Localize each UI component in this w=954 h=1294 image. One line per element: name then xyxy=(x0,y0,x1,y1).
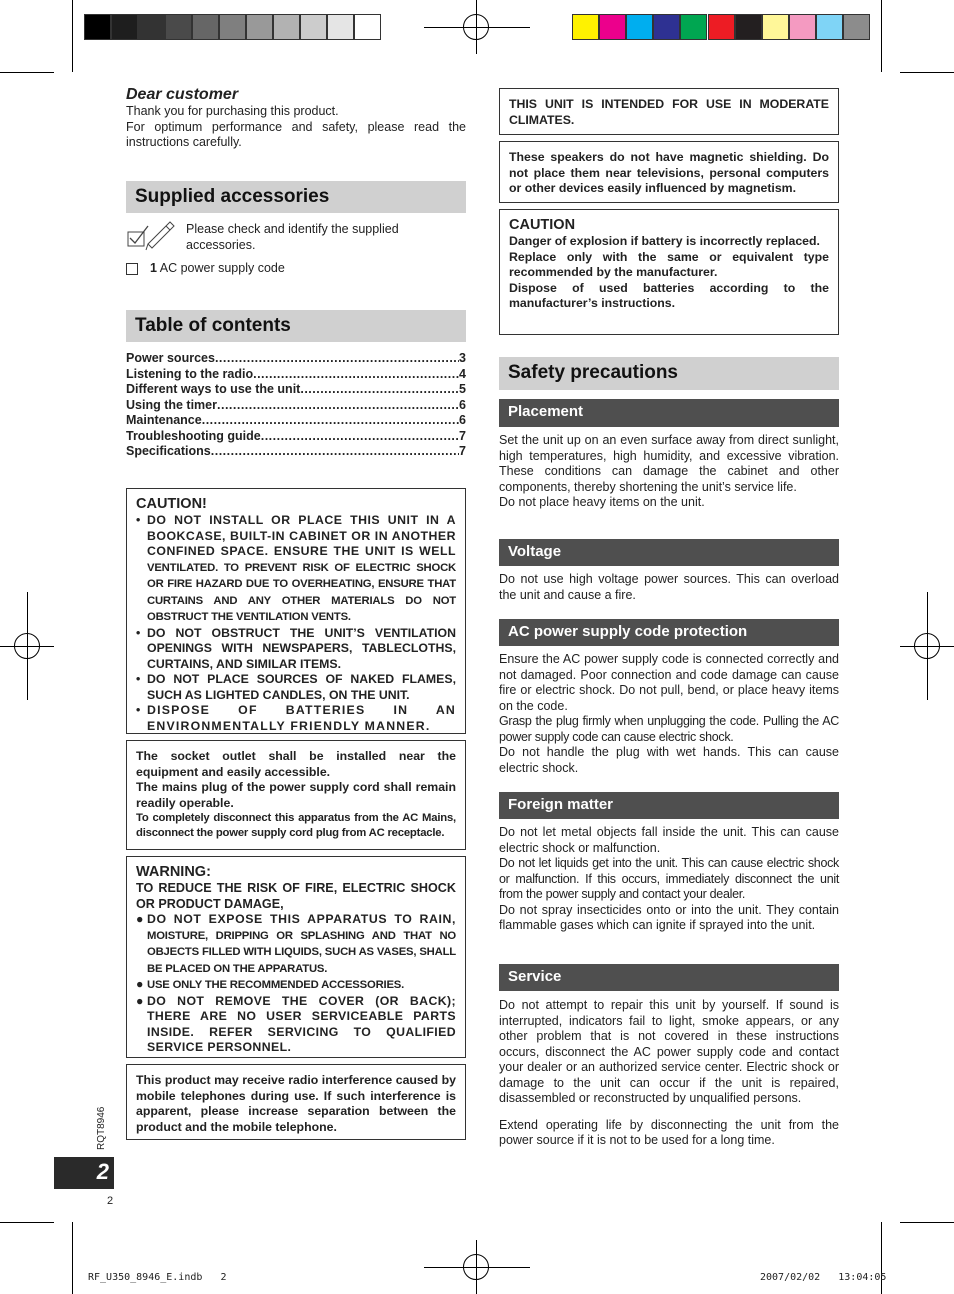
color-swatch xyxy=(762,14,789,40)
color-swatch xyxy=(219,14,246,40)
dear-customer-line-2: For optimum performance and safety, please read the instructions carefully. xyxy=(126,119,466,149)
disconnect-text: To completely disconnect this apparatus from the AC Mains, disconnect the power supply cord plug from AC receptacle. xyxy=(136,812,456,839)
toc-page: 7 xyxy=(459,444,466,458)
foreign-matter-heading: Foreign matter xyxy=(499,792,839,819)
foreign-matter-text: Do not let metal objects fall inside the unit. This can cause electric shock or malfunction. Do not let liquids get into the unit. This can cause electric shock or malfunction. If this occurs, immediately disconnect the unit from the power supply and contact your dealer. Do not spray insecticides onto or into the unit. They contain flammable gases which can ignite if sprayed into the unit. xyxy=(499,825,839,932)
warning-box xyxy=(126,856,466,1058)
toc-page: 4 xyxy=(459,366,466,381)
color-swatch xyxy=(327,14,354,40)
color-swatch xyxy=(816,14,843,40)
color-swatch xyxy=(653,14,680,40)
battery-caution-title: CAUTION xyxy=(509,217,576,233)
toc-entry-maintenance[interactable] xyxy=(126,413,466,429)
caution-bullet-4: • DISPOSE OF BATTERIES IN AN ENVIRONMENTALLY FRIENDLY MANNER. xyxy=(136,703,456,733)
voltage-text: Do not use high voltage power sources. This can overload the unit and cause a fire. xyxy=(499,572,839,602)
color-swatch xyxy=(789,14,816,40)
file-info-left: RF_U350_8946_E.indb 2 xyxy=(88,1272,227,1283)
warning-bullet-2: ● USE ONLY THE RECOMMENDED ACCESSORIES. xyxy=(136,977,405,991)
ac-power-text: Ensure the AC power supply code is connected correctly and not damaged. Poor connection and code damage can cause fire or electric shock. Do not pull, bend, or place heavy items on the code. Grasp the plug firmly when unplugging the code. Pulling the AC power supply code can cause electric shock. Do not handle the plug with wet hands. This can cause electric shock. xyxy=(499,652,839,775)
caution-title: CAUTION! xyxy=(136,496,207,512)
socket-outlet-text: The socket outlet shall be installed near the equipment and easily accessible. xyxy=(136,749,456,779)
page-number-small: 2 xyxy=(107,1195,114,1207)
color-swatch xyxy=(246,14,273,40)
toc-page: 6 xyxy=(459,413,466,427)
battery-replace-text: Replace only with the same or equivalent type recommended by the manufacturer. xyxy=(509,249,829,279)
caution-bullet-3: • DO NOT PLACE SOURCES OF NAKED FLAMES, SUCH AS LIGHTED CANDLES, ON THE UNIT. xyxy=(136,672,456,702)
dear-customer-line-1: Thank you for purchasing this product. xyxy=(126,104,339,118)
color-swatch xyxy=(165,14,192,40)
table-of-contents-heading: Table of contents xyxy=(126,310,466,342)
accessory-item xyxy=(150,261,450,277)
toc-page: 3 xyxy=(459,351,466,365)
placement-heading: Placement xyxy=(499,399,839,427)
voltage-heading: Voltage xyxy=(499,539,839,566)
toc-entry-ways-to-use[interactable] xyxy=(126,382,466,398)
battery-dispose-text: Dispose of used batteries according to the manufacturer’s instructions. xyxy=(509,280,829,310)
climate-text: THIS UNIT IS INTENDED FOR USE IN MODERATE CLIMATES. xyxy=(509,97,829,127)
accessory-label: AC power supply code xyxy=(159,261,285,275)
toc-entry-specifications[interactable] xyxy=(126,444,466,460)
toc-entry-listening-radio[interactable] xyxy=(126,367,466,383)
toc-label: Troubleshooting guide xyxy=(126,428,261,443)
dear-customer-title: Dear customer xyxy=(126,86,239,103)
file-info-right: 2007/02/02 13:04:05 xyxy=(760,1272,887,1283)
color-swatch xyxy=(84,14,111,40)
toc-entry-timer[interactable] xyxy=(126,398,466,414)
radio-interference-text: This product may receive radio interference caused by mobile telephones during use. If such interference is apparent, please increase separation between the product and the mobile telephone. xyxy=(136,1073,456,1134)
color-swatch xyxy=(572,14,599,40)
supplied-accessories-heading: Supplied accessories xyxy=(126,181,466,213)
toc-page: 5 xyxy=(459,382,466,396)
toc-page: 6 xyxy=(459,397,466,412)
color-swatch xyxy=(138,14,165,40)
page-number-badge xyxy=(54,1157,114,1189)
placement-text: Set the unit up on an even surface away from direct sunlight, high temperatures, high humidity, and excessive vibration. These conditions can damage the cabinet and other components, thereby shortening the unit’s service life. Do not place heavy items on the unit. xyxy=(499,433,839,509)
toc-label: Using the timer xyxy=(126,397,217,412)
model-code: RQT8946 xyxy=(96,1106,107,1150)
socket-outlet-box xyxy=(126,740,466,850)
color-swatch xyxy=(735,14,762,40)
climate-box xyxy=(499,88,839,135)
color-swatch xyxy=(599,14,626,40)
radio-interference-box xyxy=(126,1064,466,1140)
accessory-qty: 1 xyxy=(150,261,157,275)
caution-bullet-1: • DO NOT INSTALL OR PLACE THIS UNIT IN A BOOKCASE, BUILT-IN CABINET OR IN ANOTHER CONFINED SPACE. ENSURE THE UNIT IS WELL VENTILATED. TO PREVENT RISK OF ELECTRIC SHOCK OR FIRE HAZARD DUE TO OVERHEATING, ENSURE THAT CURTAINS AND ANY OTHER MATERIALS DO NOT OBSTRUCT THE VENTILATION VENTS. xyxy=(136,513,456,623)
toc-entry-power-sources[interactable] xyxy=(126,351,466,367)
toc-label: Specifications xyxy=(126,444,211,458)
caution-box xyxy=(126,488,466,734)
color-swatch xyxy=(111,14,138,40)
warning-subtitle: TO REDUCE THE RISK OF FIRE, ELECTRIC SHOCK OR PRODUCT DAMAGE, xyxy=(136,881,456,911)
speakers-box xyxy=(499,141,839,203)
service-text: Do not attempt to repair this unit by yourself. If sound is interrupted, indicators fail to light, smoke appears, or any other problem that is not covered in these instructions occurs, disconnect the AC power supply code and contact your dealer or an authorized service center. Electric shock or damage to the unit can occur if the unit is repaired, disassembled or reconstructed by unqualified persons. Extend operating life by disconnecting the unit from the power source if it is not to be used for a long time. xyxy=(499,998,839,1147)
toc-label: Power sources xyxy=(126,351,215,365)
toc-label: Maintenance xyxy=(126,413,202,427)
color-swatch xyxy=(626,14,653,40)
color-swatch xyxy=(273,14,300,40)
toc-entry-troubleshooting[interactable] xyxy=(126,429,466,445)
ac-power-heading: AC power supply code protection xyxy=(499,619,839,646)
caution-bullet-2: • DO NOT OBSTRUCT THE UNIT’S VENTILATION OPENINGS WITH NEWSPAPERS, TABLECLOTHS, CURTAINS, AND SIMILAR ITEMS. xyxy=(136,625,456,671)
warning-title: WARNING: xyxy=(136,864,211,880)
page-number-badge-text: 2 xyxy=(96,1159,109,1184)
accessory-checkbox[interactable] xyxy=(126,263,138,275)
toc-label: Listening to the radio xyxy=(126,366,254,381)
mains-plug-text: The mains plug of the power supply cord shall remain readily operable. xyxy=(136,780,456,810)
color-swatch xyxy=(843,14,870,40)
color-swatch xyxy=(300,14,327,40)
battery-caution-box xyxy=(499,209,839,335)
warning-bullet-3: ● DO NOT REMOVE THE COVER (OR BACK); THERE ARE NO USER SERVICEABLE PARTS INSIDE. REFER SERVICING TO QUALIFIED SERVICE PERSONNEL. xyxy=(136,993,456,1054)
safety-precautions-heading: Safety precautions xyxy=(499,357,839,390)
toc-list xyxy=(126,351,466,460)
speakers-text: These speakers do not have magnetic shielding. Do not place them near televisions, personal computers or other devices easily influenced by magnetism. xyxy=(509,150,829,195)
color-swatch xyxy=(354,14,381,40)
color-swatch xyxy=(708,14,735,40)
toc-label: Different ways to use the unit xyxy=(126,382,301,396)
service-heading: Service xyxy=(499,964,839,991)
toc-page: 7 xyxy=(459,428,466,443)
color-swatch xyxy=(192,14,219,40)
checklist-pen-icon xyxy=(126,218,178,257)
dear-customer-section xyxy=(126,86,466,151)
battery-danger-text: Danger of explosion if battery is incorrectly replaced. xyxy=(509,234,820,248)
color-swatch xyxy=(680,14,707,40)
warning-bullet-1: ● DO NOT EXPOSE THIS APPARATUS TO RAIN, MOISTURE, DRIPPING OR SPLASHING AND THAT NO OBJECTS FILLED WITH LIQUIDS, SUCH AS VASES, SHALL BE PLACED ON THE APPARATUS. xyxy=(136,912,456,975)
check-accessories-text: Please check and identify the supplied accessories. xyxy=(186,222,399,252)
